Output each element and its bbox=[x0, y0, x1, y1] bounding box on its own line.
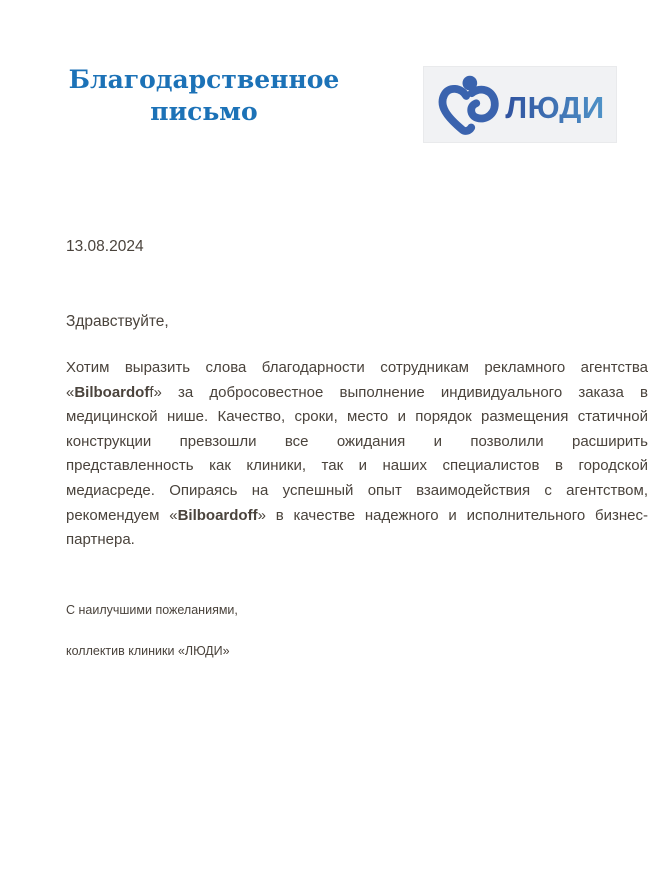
letter-greeting: Здравствуйте, bbox=[66, 313, 169, 330]
clinic-logo bbox=[423, 66, 617, 143]
paragraph-line: медицинской нише. Качество, сроки, место и порядок размещения статичной bbox=[66, 408, 648, 426]
paragraph-line: рекомендуем «Bilboardoff» в качестве надежного и исполнительного бизнес- bbox=[66, 506, 648, 524]
people-heart-icon bbox=[435, 74, 501, 138]
letter-signature: коллектив клиники «ЛЮДИ» bbox=[66, 644, 230, 658]
paragraph-line: Хотим выразить слова благодарности сотрудникам рекламного агентства bbox=[66, 359, 648, 376]
page-title: Благодарственное письмо bbox=[68, 65, 340, 126]
paragraph-line: «Bilboardoff» за добросовестное выполнение индивидуального заказа в bbox=[66, 383, 648, 401]
letter-date: 13.08.2024 bbox=[66, 238, 144, 255]
letter-body bbox=[66, 356, 648, 553]
paragraph-line: конструкции превзошли все ожидания и позволили расширить bbox=[66, 432, 648, 450]
clinic-logo-text: ЛЮДИ bbox=[505, 86, 604, 123]
paragraph-line: медиасреде. Опираясь на успешный опыт взаимодействия с агентством, bbox=[66, 481, 648, 499]
letter-closing: С наилучшими пожеланиями, bbox=[66, 603, 238, 617]
paragraph-line: партнера. bbox=[66, 531, 135, 549]
paragraph-line: представленность как клиники, так и наших специалистов в городской bbox=[66, 457, 648, 475]
